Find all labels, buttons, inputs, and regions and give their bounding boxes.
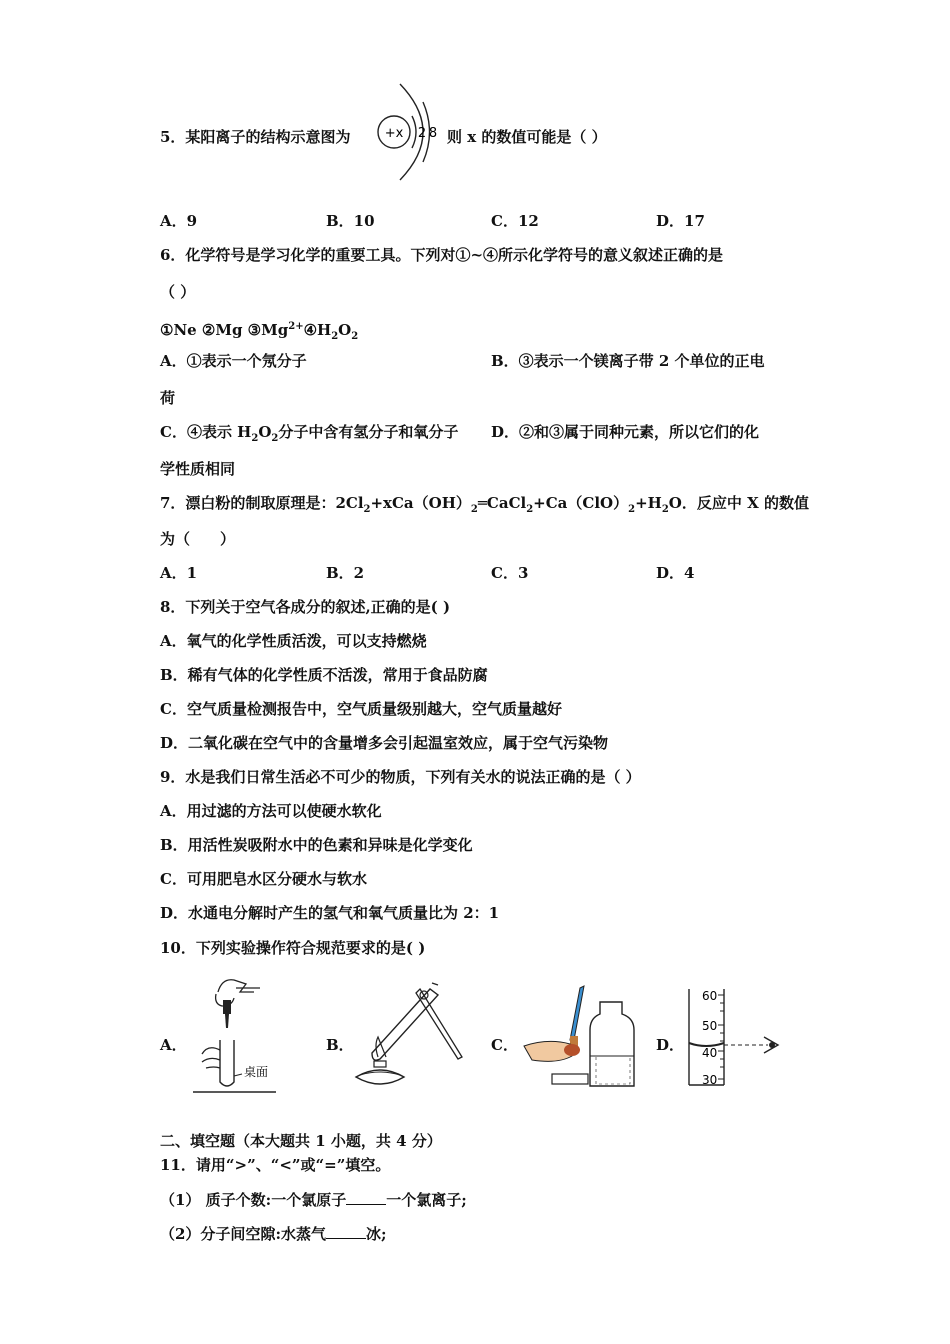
q10-table-label: 桌面: [244, 1065, 269, 1079]
q5-shell1-electrons: 2: [417, 126, 427, 141]
q10-figure-a-dropper: [188, 970, 278, 1095]
q6-option-c-sub1: 2: [251, 433, 259, 444]
q10-tick-40: 40: [702, 1046, 718, 1060]
q10-label-c: C．: [491, 1036, 518, 1054]
q6-symbols-2: ④H: [303, 321, 332, 339]
q8-option-b: B．稀有气体的化学性质不活泼，常用于食品防腐: [160, 666, 488, 684]
q6-option-a: A．①表示一个氖分子: [160, 352, 307, 370]
q7-sub-3: 2: [526, 504, 534, 515]
q9-stem: 9．水是我们日常生活必不可少的物质，下列有关水的说法正确的是（ ）: [160, 768, 641, 786]
q7-option-a: A．1: [160, 564, 198, 582]
q8-option-c: C．空气质量检测报告中，空气质量级别越大，空气质量越好: [160, 700, 562, 718]
q7-part-4: +Ca（ClO）: [533, 494, 629, 512]
q6-option-c-pre: C．④表示 H: [160, 423, 252, 441]
q6-sub-1: 2: [331, 331, 339, 342]
q7-option-c: C．3: [491, 564, 529, 582]
q7-option-b: B．2: [326, 564, 365, 582]
q8-option-a: A．氧气的化学性质活泼，可以支持燃烧: [160, 632, 427, 650]
q7-sub-2: 2: [470, 504, 478, 515]
q5-shell2-electrons: 8: [428, 126, 438, 141]
q5-nucleus-label: +x: [384, 126, 404, 141]
q7-part-6: O．反应中 X 的数值: [668, 494, 809, 512]
q11-item-1-post: 一个氯离子;: [386, 1191, 467, 1209]
q5-option-a: A．9: [160, 212, 198, 230]
q7-option-d: D．4: [656, 564, 695, 582]
q6-symbols-3: O: [338, 321, 352, 339]
q5-stem: [160, 127, 350, 147]
q10-figure-c-dropper-bottle: [518, 982, 648, 1092]
q7-sub-5: 2: [661, 504, 669, 515]
q6-sub-2: 2: [351, 331, 359, 342]
q6-mg-charge: 2+: [288, 321, 304, 332]
q6-option-c-post: 分子中含有氢分子和氧分子: [278, 423, 459, 441]
q5-option-b: B．10: [326, 212, 375, 230]
q7-stem: [160, 493, 809, 520]
q6-option-c-sub2: 2: [271, 433, 279, 444]
q7-part-1: 7．漂白粉的制取原理是：2Cl: [160, 494, 364, 512]
q6-option-c: [160, 422, 458, 449]
q5-suffix: 则 x 的数值可能是（ ）: [447, 128, 607, 146]
q10-tick-30: 30: [702, 1073, 718, 1087]
q11-item-2: [160, 1224, 387, 1244]
q10-figure-b-heating: [350, 975, 470, 1093]
q11-item-1-blank[interactable]: [346, 1190, 386, 1205]
q6-symbols-1: ①Ne ②Mg ③Mg: [160, 321, 289, 339]
q5-ion-diagram: [370, 80, 442, 184]
q9-option-b: B．用活性炭吸附水中的色素和异味是化学变化: [160, 836, 473, 854]
q5-option-d: D．17: [656, 212, 705, 230]
q9-option-d: D．水通电分解时产生的氢气和氧气质量比为 2：1: [160, 904, 500, 922]
q6-stem-cont: （ ）: [160, 283, 196, 301]
q5-prefix: 5．某阳离子的结构示意图为: [160, 128, 351, 146]
q6-option-b-cont: 荷: [160, 389, 176, 407]
q7-part-2: +xCa（OH）: [370, 494, 471, 512]
q9-option-c: C．可用肥皂水区分硬水与软水: [160, 870, 367, 888]
section2-title: 二、填空题（本大题共 1 小题，共 4 分）: [160, 1132, 442, 1150]
q11-item-2-post: 冰;: [365, 1225, 387, 1243]
q6-option-b: B．③表示一个镁离子带 2 个单位的正电: [491, 352, 765, 370]
q7-sub-4: 2: [628, 504, 636, 515]
q11-item-2-blank[interactable]: [326, 1224, 366, 1239]
q7-part-3: ═CaCl: [477, 494, 527, 512]
q6-option-c-mid: O: [258, 423, 272, 441]
q10-label-b: B．: [326, 1036, 354, 1054]
q6-option-d: D．②和③属于同种元素，所以它们的化: [491, 423, 760, 441]
q10-figure-d-cylinder: [684, 985, 784, 1087]
q11-item-1-pre: （1） 质子个数:一个氯原子: [160, 1191, 347, 1209]
q11-item-1: [160, 1190, 467, 1210]
q10-stem: 10．下列实验操作符合规范要求的是( ): [160, 939, 426, 957]
q11-item-2-pre: （2）分子间空隙:水蒸气: [160, 1225, 326, 1243]
q11-stem: 11．请用“>”、“<”或“=”填空。: [160, 1156, 391, 1174]
q5-option-c: C．12: [491, 212, 539, 230]
q10-label-d: D．: [656, 1036, 685, 1054]
q10-label-a: A．: [160, 1036, 187, 1054]
q10-tick-50: 50: [702, 1019, 718, 1033]
q9-option-a: A．用过滤的方法可以使硬水软化: [160, 802, 382, 820]
q6-option-d-cont: 学性质相同: [160, 460, 236, 478]
q7-stem-cont: 为（ ）: [160, 530, 236, 548]
q6-stem: 6．化学符号是学习化学的重要工具。下列对①~④所示化学符号的意义叙述正确的是: [160, 246, 724, 264]
q8-stem: 8．下列关于空气各成分的叙述,正确的是( ): [160, 598, 451, 616]
q10-tick-60: 60: [702, 989, 718, 1003]
q8-option-d: D．二氧化碳在空气中的含量增多会引起温室效应，属于空气污染物: [160, 734, 609, 752]
q7-sub-1: 2: [363, 504, 371, 515]
q7-part-5: +H: [635, 494, 662, 512]
q6-symbols: [160, 317, 358, 347]
